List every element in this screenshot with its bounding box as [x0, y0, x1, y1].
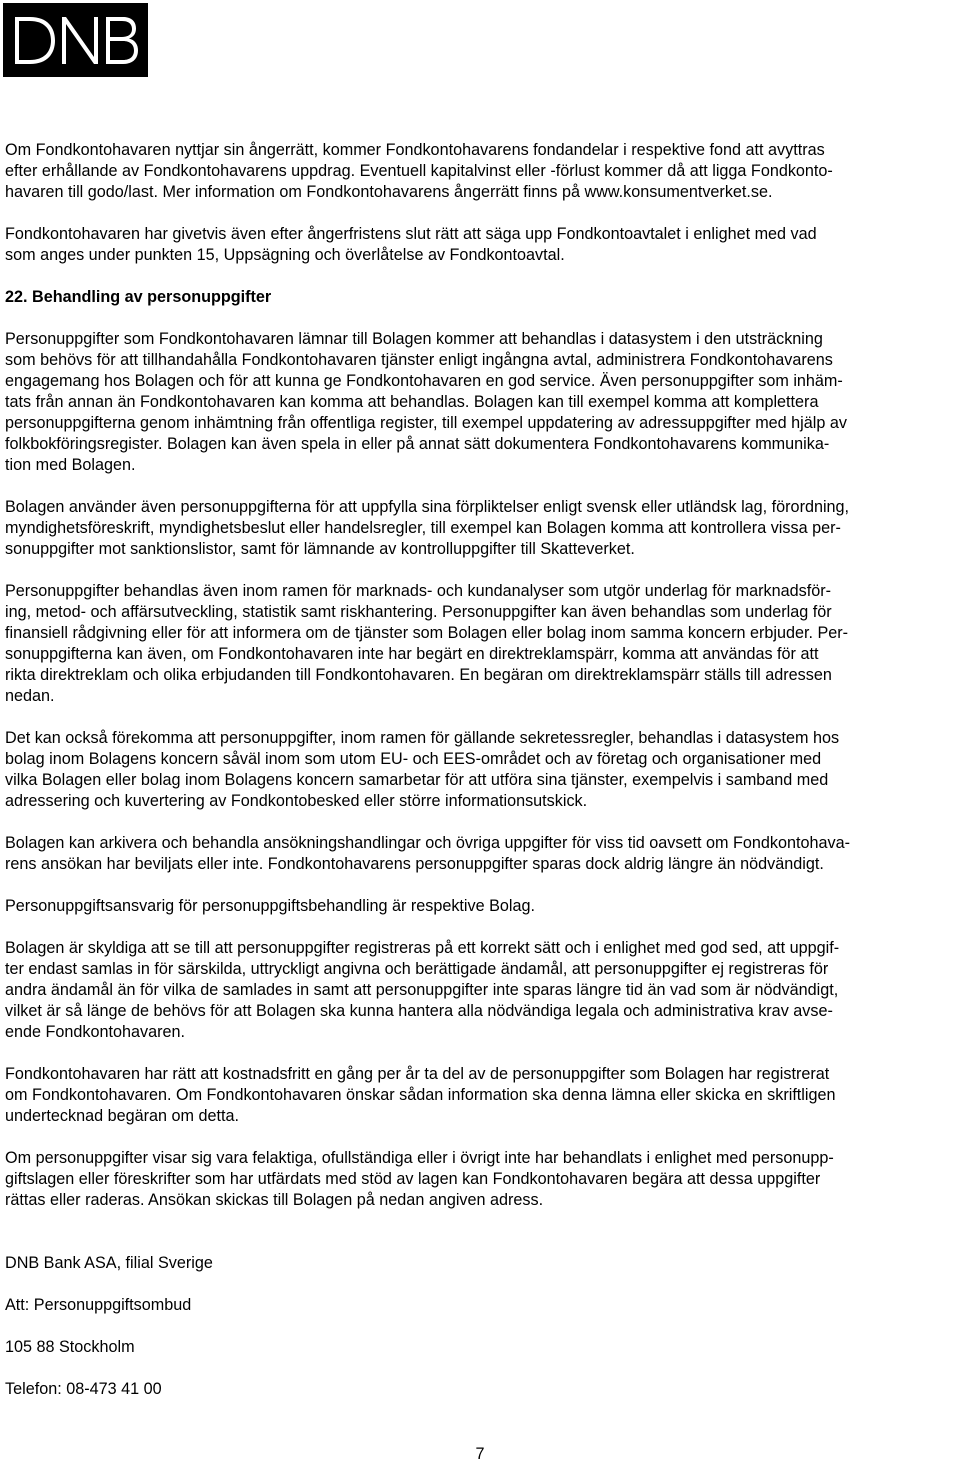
section-heading-personuppgifter: 22. Behandling av personuppgifter	[5, 288, 272, 306]
dnb-logo-mark	[3, 3, 148, 77]
address-line-company: DNB Bank ASA, filial Sverige	[5, 1254, 213, 1272]
address-line-postal: 105 88 Stockholm	[5, 1338, 135, 1356]
paragraph-marknadsanalyser: Personuppgifter behandlas även inom ramen för marknads- och kundanalyser som utgör underlag för marknadsför- ing, metod- och affärsutveckling, statistik samt riskhantering. Personuppgifter kan även behandlas som underlag för finansiell rådgivning eller för att informera om de tjänster som Bolagen eller bolag inom samma koncern erbjuder. Per- sonuppgifterna kan även, om Fondkontohavaren inte har begärt en direktreklamspärr, komma att användas för att rikta direktreklam och olika erbjudanden till Fondkontohavaren. En begäran om direktreklamspärr ställs till adressen nedan.	[5, 582, 849, 705]
paragraph-behandling: Personuppgifter som Fondkontohavaren lämnar till Bolagen kommer att behandlas i datasystem i den utsträckning som behövs för att tillhandahålla Fondkontohavaren tjänster enligt ingångna avtal, administrera Fondkontohavarens engagemang hos Bolagen och för att kunna ge Fondkontohavaren en god service. Även personuppgifter som inhäm- tats från annan än Fondkontohavaren kan komma att behandlas. Bolagen kan till exempel komma att komplettera personuppgifterna genom inhämtning från offentliga register, till exempel uppdatering av adressuppgifter med hjälp av folkbokföringsregister. Bolagen kan även spela in eller på annat sätt dokumentera Fondkontohavarens kommunika- tion med Bolagen.	[5, 330, 847, 474]
dnb-logo	[3, 3, 148, 77]
paragraph-rattelse: Om personuppgifter visar sig vara felaktiga, ofullständiga eller i övrigt inte har behandlats i enlighet med personupp- giftslagen eller föreskrifter som har utfärdats med stöd av lagen kan Fondkontohavaren begära att dessa uppgifter rättas eller raderas. Ansökan skickas till Bolagen på nedan angiven adress.	[5, 1149, 834, 1209]
paragraph-skyldigheter: Bolagen är skyldiga att se till att personuppgifter registreras på ett korrekt sätt och i enlighet med god sed, att uppgif- ter endast samlas in för särskilda, uttryckligt angivna och berättigade ändamål, att personuppgifter ej registreras för andra ändamål än för vilka de samlades in samt att personuppgifter inte sparas längre tid än vad som är nödvändigt, vilket är så länge de behövs för att Bolagen ska kunna hantera alla nödvändiga legala och administrativa krav avse- ende Fondkontohavaren.	[5, 939, 840, 1041]
paragraph-arkivering: Bolagen kan arkivera och behandla ansökningshandlingar och övriga uppgifter för viss tid oavsett om Fondkontohava- rens ansökan har beviljats eller inte. Fondkontohavarens personuppgifter sparas dock aldrig längre än nödvändigt.	[5, 834, 850, 873]
paragraph-forpliktelser: Bolagen använder även personuppgifterna för att uppfylla sina förpliktelser enligt svensk eller utländsk lag, förordning, myndighetsföreskrift, myndighetsbeslut eller handelsregler, till exempel kan Bolagen komma att kontrollera vissa per- sonuppgifter mot sanktionslistor, samt för lämnande av kontrolluppgifter till Skatteverket.	[5, 498, 850, 558]
document-body	[5, 140, 957, 1421]
paragraph-sekretess: Det kan också förekomma att personuppgifter, inom ramen för gällande sekretessregler, behandlas i datasystem hos bolag inom Bolagens koncern såväl inom som utom EU- och EES-området och av företag och organisationer med vilka Bolagen eller bolag inom Bolagens koncern samarbetar för att utföra sina tjänster, exempelvis i samband med adressering och kuvertering av Fondkontobesked eller större informationsutskick.	[5, 729, 840, 810]
contact-address	[5, 1232, 957, 1421]
paragraph-registerutdrag: Fondkontohavaren har rätt att kostnadsfritt en gång per år ta del av de personuppgifter som Bolagen har registrerat om Fondkontohavaren. Om Fondkontohavaren önskar sådan information ska denna lämna eller skicka en skriftligen undertecknad begäran om detta.	[5, 1065, 836, 1125]
address-line-attention: Att: Personuppgiftsombud	[5, 1296, 192, 1314]
paragraph-angerratt: Om Fondkontohavaren nyttjar sin ångerrätt, kommer Fondkontohavarens fondandelar i respektive fond att avyttras efter erhållande av Fondkontohavarens uppdrag. Eventuell kapitalvinst eller -förlust kommer då att ligga Fondkonto- havaren till godo/last. Mer information om Fondkontohavarens ångerrätt finns på www.konsumentverket.se.	[5, 141, 833, 201]
page-number: 7	[475, 1445, 485, 1463]
address-line-phone: Telefon: 08-473 41 00	[5, 1380, 162, 1398]
paragraph-uppsagning: Fondkontohavaren har givetvis även efter ångerfristens slut rätt att säga upp Fondkontoavtalet i enlighet med vad som anges under punkten 15, Uppsägning och överlåtelse av Fondkontoavtal.	[5, 225, 817, 264]
paragraph-personuppgiftsansvarig: Personuppgiftsansvarig för personuppgiftsbehandling är respektive Bolag.	[5, 897, 536, 915]
